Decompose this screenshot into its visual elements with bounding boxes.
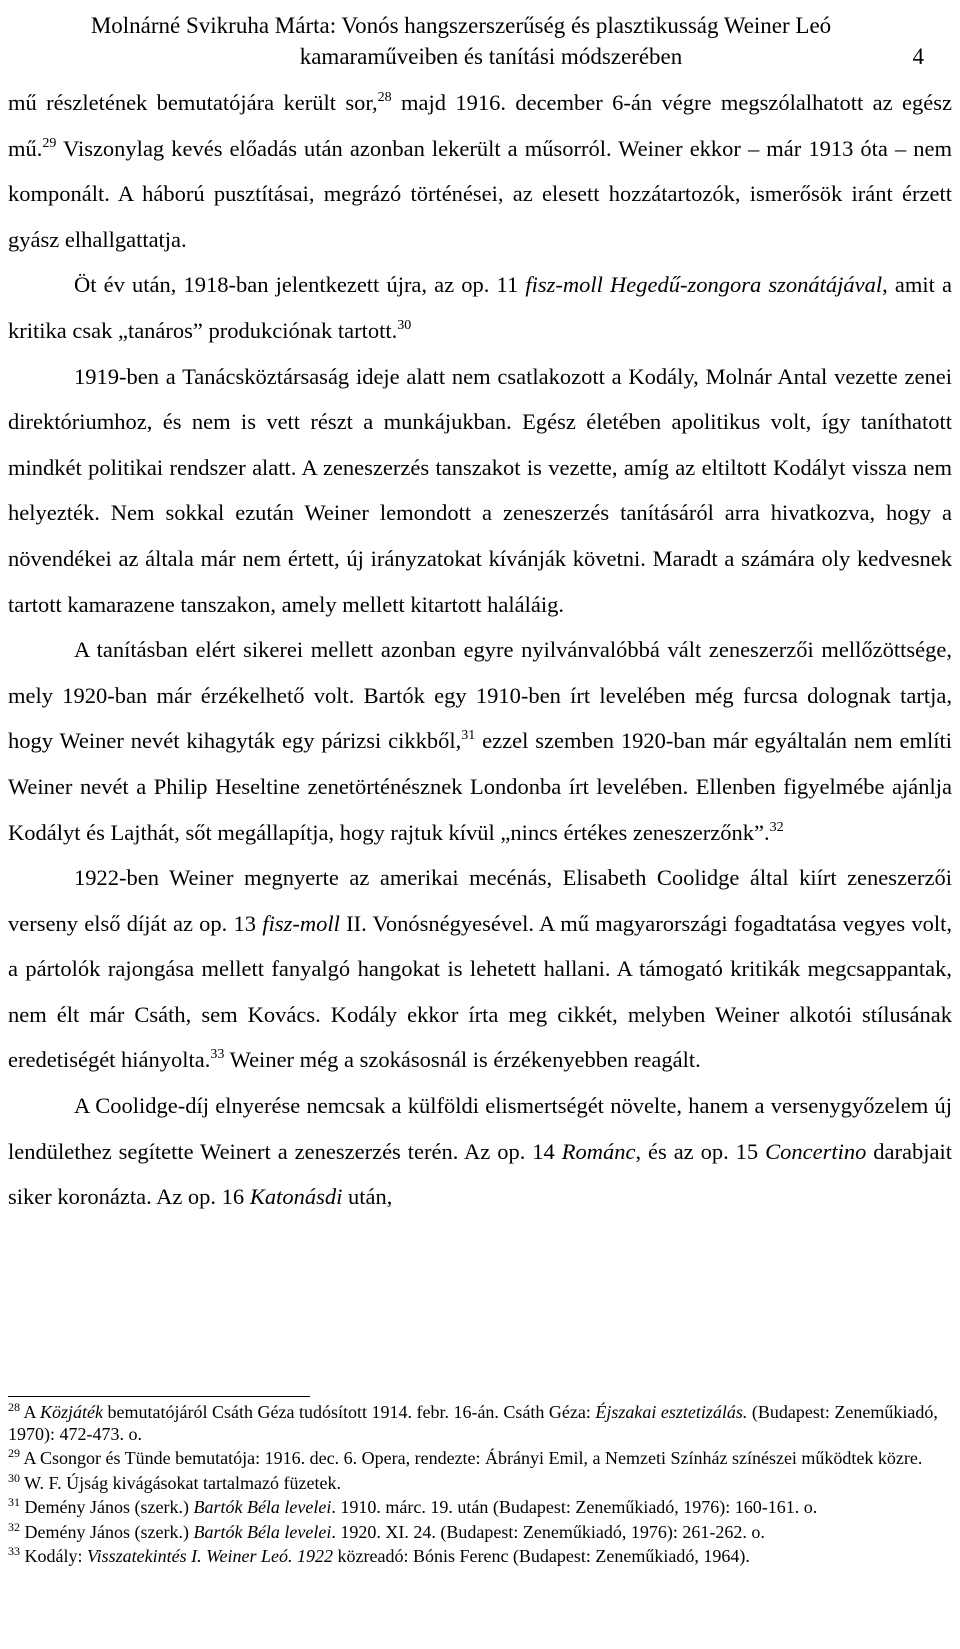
text-run: után, xyxy=(342,1184,393,1210)
footnote-number: 29 xyxy=(8,1446,20,1460)
page-number: 4 xyxy=(912,44,924,69)
text-run: Öt év után, 1918-ban jelentkezett újra, az op. 11 xyxy=(74,272,526,298)
text-run: Weiner még a szokásosnál is érzékenyebben reagált. xyxy=(224,1047,701,1073)
footnote-number: 31 xyxy=(8,1495,20,1509)
footnote-31 xyxy=(8,1497,952,1519)
work-title: Katonásdi xyxy=(249,1184,343,1210)
footnote-number: 30 xyxy=(8,1470,20,1485)
footnote-32 xyxy=(8,1519,952,1544)
work-title: fisz-moll xyxy=(262,910,340,936)
text-run: közreadó: Bónis Ferenc (Budapest: Zeneműkiadó, 1964). xyxy=(332,1546,750,1566)
footnote-ref-29[interactable]: 29 xyxy=(42,135,57,151)
text-run: , amit a kritika csak „tanáros” produkciónak tartott. xyxy=(8,272,952,343)
text-run: 1922-ben Weiner megnyerte az amerikai mecénás, Elisabeth Coolidge által kiírt zeneszerzői verseny első díját az op. 13 xyxy=(8,865,952,936)
running-header xyxy=(6,10,916,72)
text-run: A xyxy=(20,1402,41,1422)
work-title: Bartók Béla levelei xyxy=(193,1521,332,1542)
paragraph-1 xyxy=(8,80,952,262)
text-run: II. Vonósnégyesével. A mű magyarországi fogadtatása vegyes volt, a pártolók rajongása mellett fanyalgó hangokat is lehetett hallani. A támogató kritikák megcsappantak, nem élt már Csáth, sem Kovács. Kodály ekkor írta meg cikkét, melyben Weiner alkotói stílusának eredetiségét hiányolta. xyxy=(8,910,952,1073)
text-run: Demény János (szerk.) xyxy=(20,1521,194,1542)
text-run: (Budapest: Zeneműkiadó, 1970): 472-473. o. xyxy=(8,1402,938,1444)
footnote-28 xyxy=(8,1402,952,1445)
text-run: mű részletének bemutatójára került sor, xyxy=(8,90,378,115)
text-run: . 1920. XI. 24. (Budapest: Zeneműkiadó, 1976): 261-262. o. xyxy=(331,1521,765,1542)
work-title: Éjszakai esztetizálás. xyxy=(595,1402,748,1422)
paragraph-2 xyxy=(8,262,952,353)
header-line-2: kamaraműveiben és tanítási módszerében xyxy=(299,44,683,69)
document-body xyxy=(8,80,952,1220)
footnote-number: 32 xyxy=(8,1519,20,1534)
text-run: A tanításban elért sikerei mellett azonban egyre nyilvánvalóbbá vált zeneszerzői mellőzöttsége, mely 1920-ban már érzékelhető volt. Bartók egy 1910-ben írt levelében még furcsa dolognak tartja, hogy Weiner nevét kihagyták egy párizsi cikkből, xyxy=(8,637,952,754)
text-run: , és az op. 15 xyxy=(635,1138,766,1164)
text-run: W. F. Újság kivágásokat tartalmazó füzetek. xyxy=(20,1472,341,1493)
text-run: A Csongor és Tünde bemutatója: 1916. dec. 6. Opera, rendezte: Ábrányi Emil, a Nemzeti Színház színészei működtek közre. xyxy=(20,1448,923,1468)
footnote-ref-33[interactable]: 33 xyxy=(210,1047,225,1063)
footnote-separator xyxy=(8,1396,310,1397)
text-run: . 1910. márc. 19. után (Budapest: Zeneműkiadó, 1976): 160-161. o. xyxy=(331,1497,818,1517)
text-run: darabjait siker koronázta. Az op. 16 xyxy=(8,1138,953,1210)
footnotes xyxy=(8,1402,952,1571)
text-run: ezzel szemben 1920-ban már egyáltalán nem említi Weiner nevét a Philip Heseltine zenetörténésznek Londonba írt levelében. Ellenben figyelmébe ajánlja Kodályt és Lajthát, sőt megállapítja, hogy rajtuk kívül „nincs értékes zeneszerzőnk”. xyxy=(8,728,952,845)
work-title: fisz-moll Hegedű-zongora szonátájával xyxy=(525,272,883,298)
footnote-ref-31[interactable]: 31 xyxy=(461,728,476,744)
paragraph-3: 1919-ben a Tanácsköztársaság ideje alatt nem csatlakozott a Kodály, Molnár Antal vezette zenei direktóriumhoz, és nem is vett részt a munkájukban. Egész életében apolitikus volt, így taníthatott mindkét politikai rendszer alatt. A zeneszerzés tanszakot is vezette, amíg az eltiltott Kodályt vissza nem helyezték. Nem sokkal ezután Weiner lemondott a zeneszerzés tanításáról arra hivatkozva, hogy a növendékei az általa már nem értett, új irányzatokat kívánják követni. Maradt a számára oly kedvesnek tartott kamarazene tanszakon, amely mellett kitartott haláláig. xyxy=(8,363,952,617)
text-run: Kodály: xyxy=(20,1546,87,1566)
header-line-1: Molnárné Svikruha Márta: Vonós hangszerszerűség és plasztikusság Weiner Leó xyxy=(90,13,832,38)
paragraph-4 xyxy=(8,627,952,855)
work-title: Bartók Béla levelei xyxy=(193,1497,332,1517)
text-run: A Coolidge-díj elnyerése nemcsak a külföldi elismertségét növelte, hanem a versenygyőzelem új lendülethez segítette Weinert a zeneszerzés terén. Az op. 14 xyxy=(8,1093,952,1164)
text-run: Viszonylag kevés előadás után azonban lekerült a műsorról. Weiner ekkor – már 1913 óta – nem komponált. A háború pusztításai, megrázó történései, az elesett hozzátartozók, ismerősök iránt érzett gyász elhallgattatja. xyxy=(8,135,952,252)
work-title: Visszatekintés I. Weiner Leó. 1922 xyxy=(87,1546,333,1566)
text-run: bemutatójáról Csáth Géza tudósított 1914. febr. 16-án. Csáth Géza: xyxy=(103,1402,596,1422)
footnote-33 xyxy=(8,1546,952,1568)
footnote-30 xyxy=(8,1470,952,1495)
work-title: Közjáték xyxy=(40,1402,104,1422)
work-title: Románc xyxy=(561,1138,636,1164)
work-title: Concertino xyxy=(765,1138,867,1164)
footnote-ref-30[interactable]: 30 xyxy=(397,317,412,333)
paragraph-6 xyxy=(8,1083,952,1220)
footnote-ref-32[interactable]: 32 xyxy=(769,819,784,835)
text-run: Demény János (szerk.) xyxy=(20,1497,194,1517)
paragraph-5 xyxy=(8,855,952,1083)
footnote-29 xyxy=(8,1448,952,1470)
text-run: majd 1916. december 6-án végre megszólalhatott az egész mű. xyxy=(8,90,952,161)
footnote-ref-28[interactable]: 28 xyxy=(377,90,392,105)
footnote-number: 33 xyxy=(8,1544,20,1558)
footnote-number: 28 xyxy=(8,1400,20,1414)
